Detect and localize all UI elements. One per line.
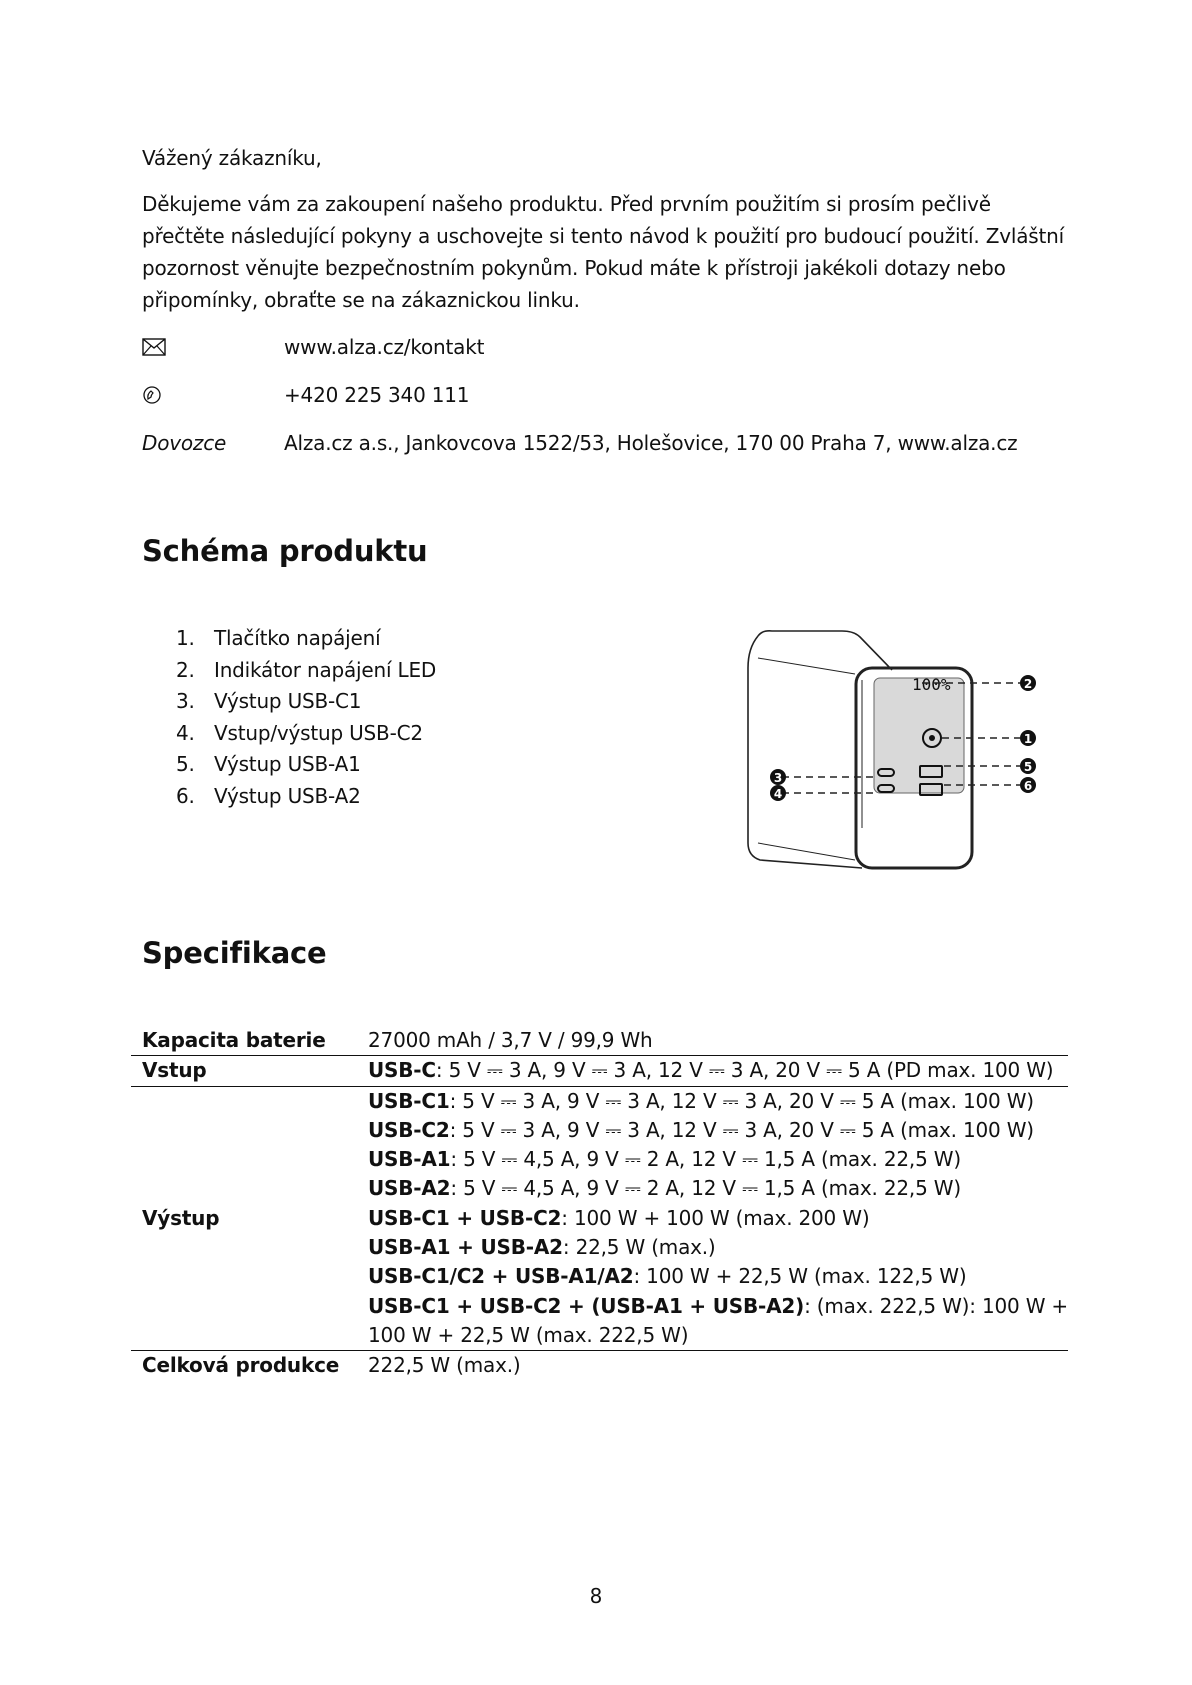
list-item — [176, 749, 436, 781]
contact-web-link[interactable]: www.alza.cz/kontakt — [284, 335, 485, 359]
callout-3-icon — [770, 769, 786, 785]
output-line: USB-C1/C2 + USB-A1/A2: 100 W + 22,5 W (max. 122,5 W) — [368, 1264, 967, 1289]
list-item-label: Vstup/výstup USB-C2 — [214, 720, 423, 745]
list-item-label: Tlačítko napájení — [214, 626, 381, 650]
callout-1-icon — [1020, 730, 1036, 746]
schema-heading: Schéma produktu — [142, 534, 428, 568]
output-line: USB-C1 + USB-C2: 100 W + 100 W (max. 200 W) — [368, 1205, 870, 1230]
output-values — [368, 1086, 1068, 1351]
list-item — [176, 655, 436, 687]
list-item-label: Indikátor napájení LED — [214, 657, 437, 682]
list-item-label: Výstup USB-C1 — [214, 689, 362, 714]
list-item-label: Výstup USB-A2 — [214, 783, 361, 808]
svg-text:4: 4 — [773, 787, 783, 801]
output-line: USB-A2: 5 V ⎓ 4,5 A, 9 V ⎓ 2 A, 12 V ⎓ 1,5 A (max. 22,5 W) — [368, 1176, 961, 1201]
svg-text:3: 3 — [773, 771, 783, 785]
list-item — [176, 718, 436, 750]
list-item-number: 3. — [176, 689, 195, 714]
spec-heading: Specifikace — [142, 936, 327, 970]
device-top-edge — [758, 631, 892, 670]
callout-6-icon — [1020, 777, 1036, 793]
list-item-number: 1. — [176, 626, 195, 650]
page-number: 8 — [589, 1584, 603, 1608]
list-item-number: 6. — [176, 783, 195, 808]
svg-text:2: 2 — [1023, 677, 1033, 691]
output-line: USB-A1 + USB-A2: 22,5 W (max.) — [368, 1235, 716, 1260]
svg-text:1: 1 — [1023, 732, 1033, 746]
importer-label: Dovozce — [142, 431, 227, 455]
list-item-number: 2. — [176, 657, 195, 682]
input-value: USB-C: 5 V ⎓ 3 A, 9 V ⎓ 3 A, 12 V ⎓ 3 A, 20 V ⎓ 5 A (PD max. 100 W) — [368, 1056, 1068, 1086]
list-item — [176, 686, 436, 718]
svg-text:5: 5 — [1023, 760, 1033, 774]
list-item — [176, 781, 436, 813]
table-row — [131, 1351, 1068, 1381]
spec-table — [131, 1026, 1068, 1381]
table-row — [131, 1026, 1068, 1056]
importer-address: Alza.cz a.s., Jankovcova 1522/53, Holešovice, 170 00 Praha 7, www.alza.cz — [284, 431, 1018, 455]
list-item — [176, 623, 436, 655]
callout-5-icon — [1020, 758, 1036, 774]
capacity-label: Kapacita baterie — [142, 1028, 326, 1052]
list-item-label: Výstup USB-A1 — [214, 752, 361, 777]
callout-2-icon — [1020, 675, 1036, 691]
list-item-number: 5. — [176, 752, 195, 777]
table-row — [131, 1056, 1068, 1086]
output-line: USB-A1: 5 V ⎓ 4,5 A, 9 V ⎓ 2 A, 12 V ⎓ 1,5 A (max. 22,5 W) — [368, 1147, 961, 1172]
output-label: Výstup — [131, 1086, 368, 1351]
list-item-number: 4. — [176, 720, 195, 745]
contact-phone: +420 225 340 111 — [284, 383, 470, 407]
svg-text:6: 6 — [1023, 779, 1033, 793]
input-label: Vstup — [131, 1056, 368, 1086]
output-line: USB-C1: 5 V ⎓ 3 A, 9 V ⎓ 3 A, 12 V ⎓ 3 A, 20 V ⎓ 5 A (max. 100 W) — [368, 1088, 1034, 1113]
capacity-value: 27000 mAh / 3,7 V / 99,9 Wh — [368, 1028, 653, 1052]
intro-paragraph: Děkujeme vám za zakoupení našeho produktu. Před prvním použitím si prosím pečlivě přečtěte následující pokyny a uschovejte si tento návod k použití pro budoucí použití. Zvláštní pozornost věnujte bezpečnostním pokynům. Pokud máte k přístroji jakékoli dotazy nebo připomínky, obraťte se na zákaznickou linku. — [142, 192, 1064, 312]
device-side-edge — [748, 636, 862, 868]
callout-4-icon — [770, 785, 786, 801]
phone-icon — [142, 381, 272, 412]
table-row — [131, 1086, 1068, 1351]
output-line: USB-C1 + USB-C2 + (USB-A1 + USB-A2): (max. 222,5 W): 100 W + — [368, 1293, 1068, 1318]
output-line: 100 W + 22,5 W (max. 222,5 W) — [368, 1322, 689, 1347]
total-value: 222,5 W (max.) — [368, 1351, 1068, 1381]
total-label: Celková produkce — [131, 1351, 368, 1381]
greeting: Vážený zákazníku, — [142, 146, 322, 170]
parts-list — [176, 623, 436, 813]
product-diagram — [742, 628, 1042, 873]
envelope-icon — [142, 333, 272, 363]
output-line: USB-C2: 5 V ⎓ 3 A, 9 V ⎓ 3 A, 12 V ⎓ 3 A, 20 V ⎓ 5 A (max. 100 W) — [368, 1117, 1034, 1142]
device-display-readout: 100% — [912, 675, 951, 694]
